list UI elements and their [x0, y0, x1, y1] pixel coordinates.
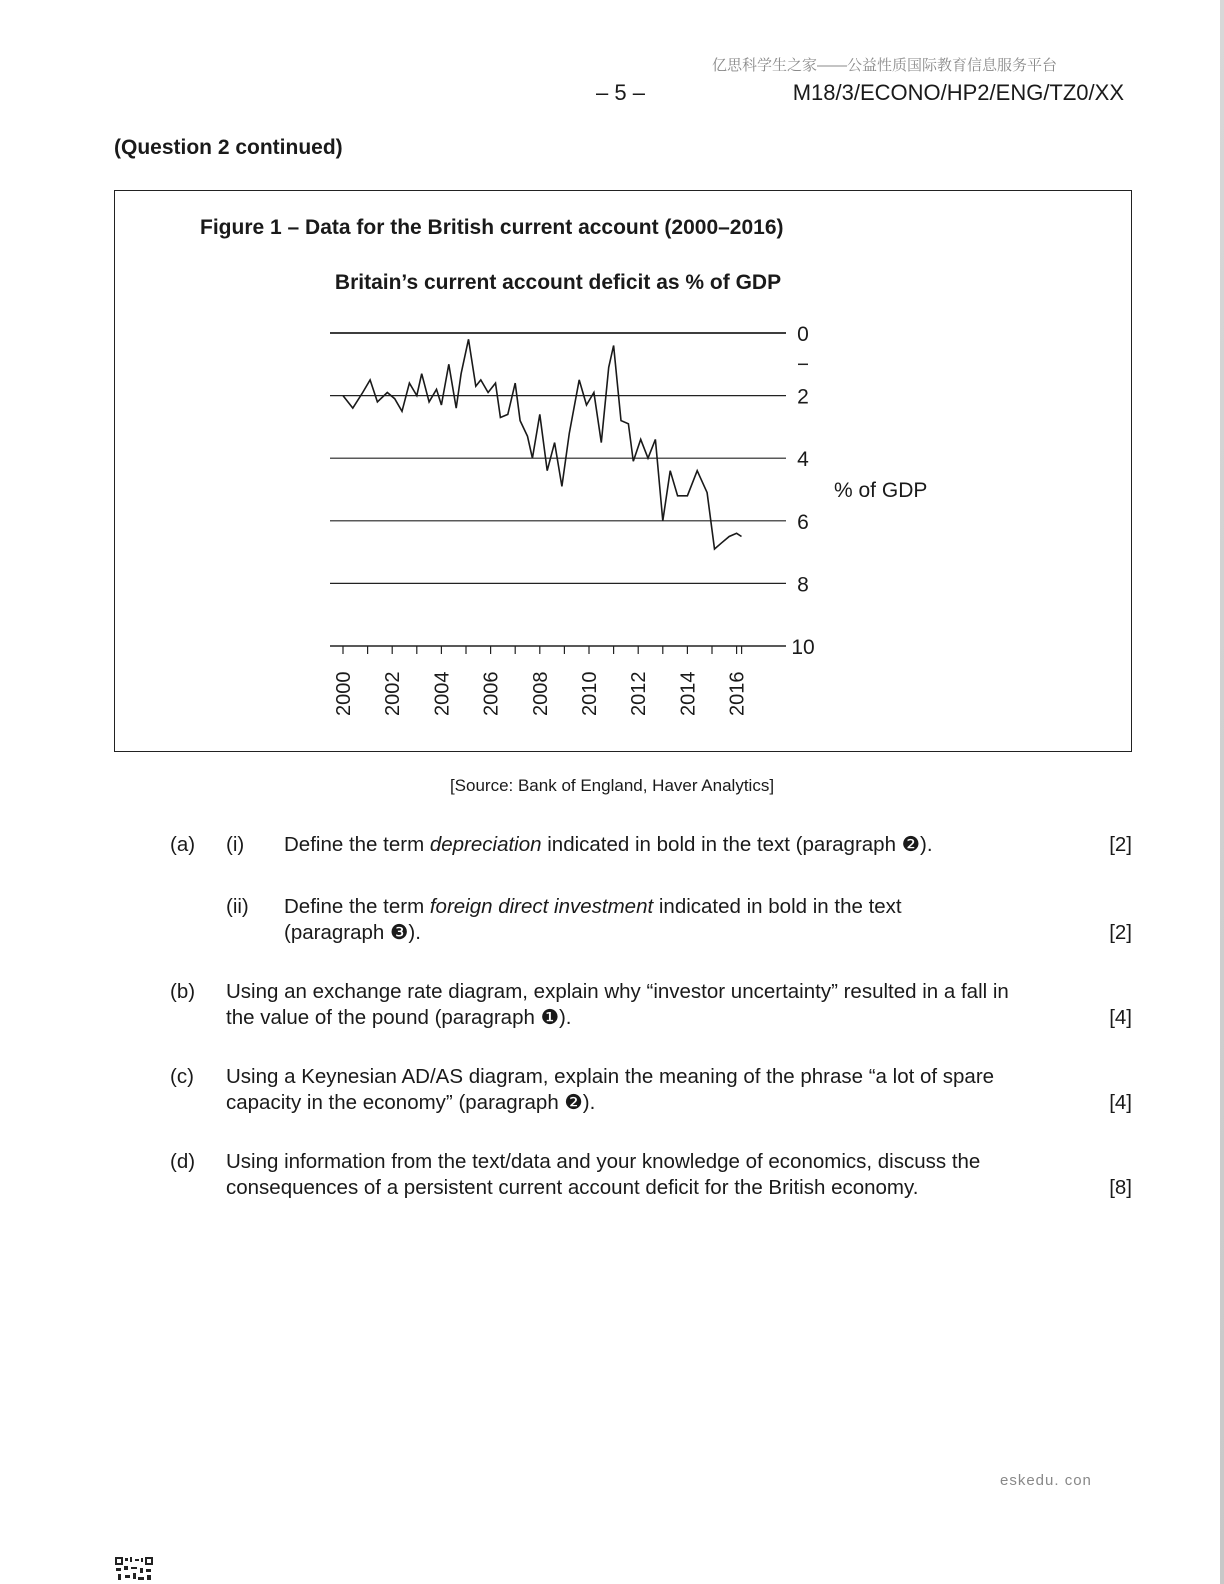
y-tick-label: 4 [797, 448, 809, 472]
figure-title: Figure 1 – Data for the British current account (2000–2016) [200, 216, 784, 239]
question-a-i-text [284, 832, 933, 858]
site-watermark: eskedu. con [1000, 1472, 1092, 1489]
series-line-deficit [343, 339, 742, 549]
question-d-label: (d) [170, 1150, 196, 1173]
current-account-chart [0, 0, 1224, 760]
question-c-line1: Using a Keynesian AD/AS diagram, explain the meaning of the phrase “a lot of spare [226, 1065, 995, 1088]
question-a-ii-marks: [2] [1109, 921, 1132, 944]
y-axis-label: % of GDP [834, 479, 928, 502]
page-number: – 5 – [596, 80, 645, 105]
question-b-line1: Using an exchange rate diagram, explain why “investor uncertainty” resulted in a fall in [226, 980, 1009, 1003]
y-tick-label: 10 [791, 636, 815, 659]
x-tick-label: 2008 [529, 671, 552, 716]
question-continued-heading: (Question 2 continued) [114, 136, 343, 159]
question-b-text [226, 979, 1009, 1031]
x-tick-label: 2002 [382, 671, 405, 716]
x-tick-label: 2016 [726, 671, 749, 716]
question-a-i-post: indicated in bold in the text (paragraph ❷). [541, 833, 933, 856]
question-a-label: (a) [170, 833, 196, 856]
figure-source: [Source: Bank of England, Haver Analytics] [449, 776, 775, 795]
question-a-ii-label: (ii) [226, 895, 249, 918]
barcode-icon [114, 1556, 154, 1582]
question-a-ii-text [284, 894, 902, 946]
question-b-line2: the value of the pound (paragraph ❶). [226, 1006, 572, 1029]
question-d-text [226, 1149, 980, 1201]
y-tick-label: 6 [797, 510, 809, 534]
paper-code: M18/3/ECONO/HP2/ENG/TZ0/XX [792, 80, 1124, 105]
header-watermark: 亿思科学生之家——公益性质国际教育信息服务平台 [712, 57, 1058, 74]
y-tick-label: 8 [797, 573, 809, 597]
x-tick-label: 2004 [431, 671, 454, 716]
x-tick-label: 2006 [480, 671, 503, 716]
question-d-line2: consequences of a persistent current account deficit for the British economy. [226, 1176, 919, 1199]
question-d-marks: [8] [1109, 1176, 1132, 1199]
question-c-text [226, 1064, 994, 1116]
x-tick-label: 2014 [677, 671, 700, 716]
question-a-i-marks: [2] [1109, 833, 1132, 856]
question-c-line2: capacity in the economy” (paragraph ❷). [226, 1091, 596, 1114]
chart-title: Britain’s current account deficit as % of GDP [334, 271, 782, 294]
question-b-label: (b) [170, 980, 196, 1003]
question-b-marks: [4] [1109, 1006, 1132, 1029]
question-a-i-label: (i) [226, 833, 245, 856]
x-tick-label: 2000 [333, 671, 355, 716]
x-tick-label: 2012 [628, 671, 651, 716]
y-tick-label: 2 [797, 385, 809, 409]
term-depreciation: depreciation [429, 833, 542, 856]
question-a-i-pre: Define the term [284, 833, 430, 856]
y-tick-label: 0 [797, 323, 809, 346]
term-fdi: foreign direct investment [429, 895, 654, 918]
question-d-line1: Using information from the text/data and your knowledge of economics, discuss the [226, 1150, 981, 1173]
question-a-ii-pre: Define the term [284, 895, 430, 918]
question-c-label: (c) [170, 1065, 194, 1088]
question-a-ii-post: indicated in bold in the text [653, 895, 902, 918]
question-c-marks: [4] [1109, 1091, 1132, 1114]
x-tick-label: 2010 [579, 671, 601, 716]
question-a-ii-line2: (paragraph ❸). [284, 921, 421, 944]
